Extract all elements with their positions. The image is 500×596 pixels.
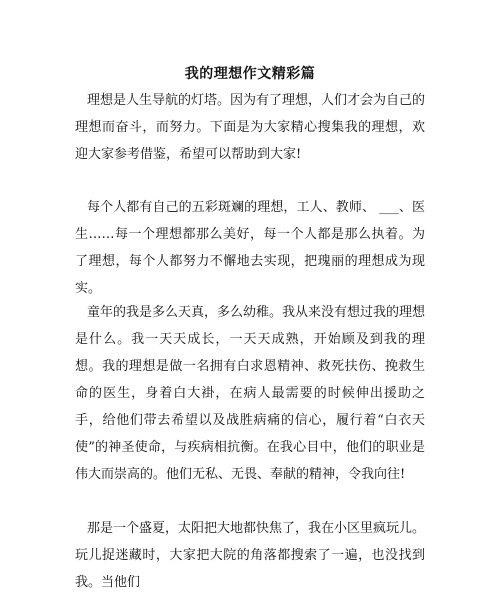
paragraph-summer: 那是一个盛夏，太阳把大地都快焦了，我在小区里疯玩儿。玩儿捉迷藏时，大家把大院的角落都搜索了一遍，也没找到我。当他们	[75, 521, 426, 590]
paragraph-ideals: 每个人都有自己的五彩斑斓的理想，工人、教师、 ___、医生……每一个理想都那么美好，每一个人都是那么执着。为了理想，每个人都努力不懈地去实现，把瑰丽的理想成为现实。	[75, 200, 425, 296]
paragraph-intro: 理想是人生导航的灯塔。因为有了理想，人们才会为自己的理想而奋斗，而努力。下面是为大家精心搜集我的理想，欢迎大家参考借鉴，希望可以帮助到大家!	[75, 93, 426, 162]
paragraph-childhood: 童年的我是多么天真，多么幼稚。我从来没有想过我的理想是什么。我一天天成长，一天天成熟，开始顾及到我的理想。我的理想是做一名拥有白求恩精神、救死扶伤、挽救生命的医生，身着白大褂，在病人最需要的时候伸出援助之手，给他们带去希望以及战胜病痛的信心，履行着“白衣天使”的神圣使命，与疾病相抗衡。在我心目中，他们的职业是伟大而崇高的。他们无私、无畏、奉献的精神，令我向往!	[75, 305, 426, 482]
document-title: 我的理想作文精彩篇	[184, 66, 316, 82]
